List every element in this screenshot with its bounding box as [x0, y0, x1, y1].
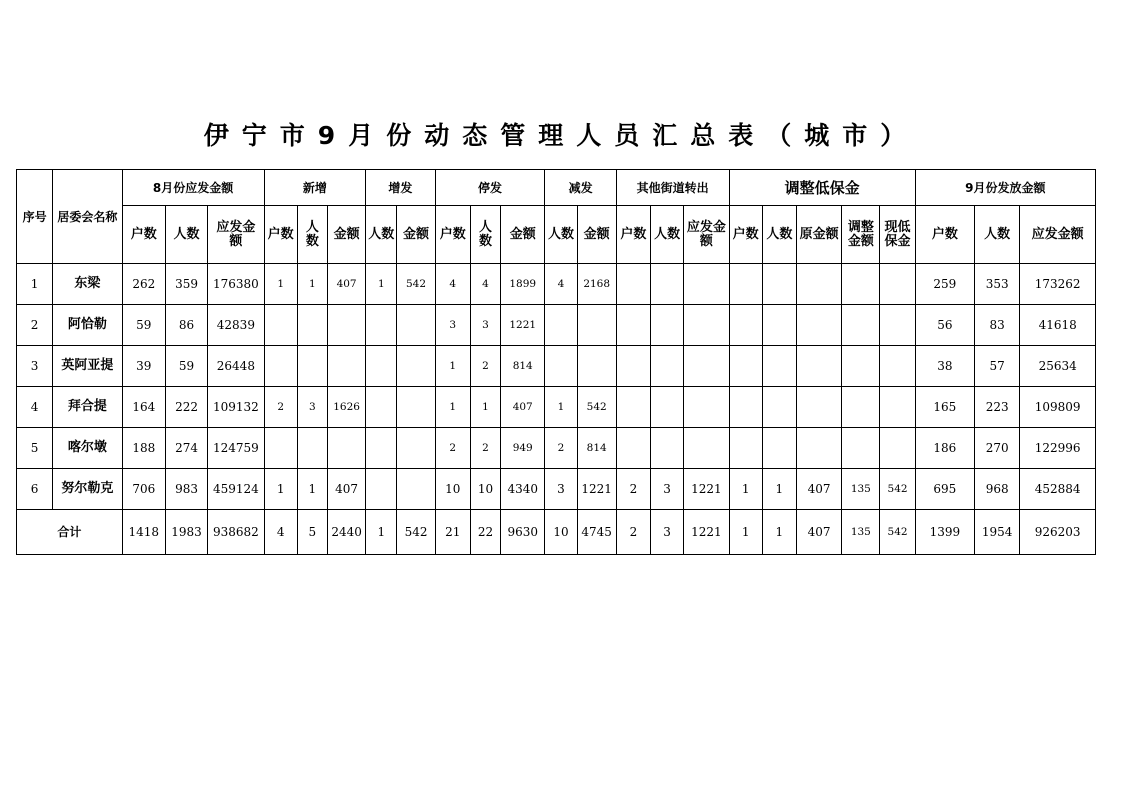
table-cell: 83	[975, 305, 1020, 346]
table-cell: 188	[122, 428, 165, 469]
table-cell: 407	[796, 469, 841, 510]
table-cell: 706	[122, 469, 165, 510]
table-cell: 452884	[1020, 469, 1096, 510]
table-cell: 1	[729, 469, 762, 510]
total-cell: 938682	[208, 510, 264, 555]
table-cell: 2	[264, 387, 297, 428]
table-cell	[880, 387, 915, 428]
table-row	[17, 469, 1096, 510]
subheader: 金额	[577, 206, 616, 264]
table-cell	[397, 346, 435, 387]
table-cell	[297, 428, 327, 469]
header-adjust: 调整低保金	[729, 170, 915, 206]
subheader: 户数	[264, 206, 297, 264]
table-cell	[880, 264, 915, 305]
table-cell	[651, 346, 684, 387]
total-cell: 926203	[1020, 510, 1096, 555]
header-sep-amount: 9月份发放金额	[915, 170, 1095, 206]
header-committee: 居委会名称	[53, 170, 122, 264]
table-cell	[684, 305, 729, 346]
table-cell: 542	[880, 469, 915, 510]
table-cell: 1	[762, 469, 796, 510]
table-cell	[264, 346, 297, 387]
table-cell: 122996	[1020, 428, 1096, 469]
table-cell: 4	[435, 264, 470, 305]
table-cell	[397, 469, 435, 510]
table-cell	[796, 264, 841, 305]
table-cell	[684, 428, 729, 469]
subheader: 应发金额	[208, 206, 264, 264]
table-cell: 135	[842, 469, 880, 510]
table-cell: 173262	[1020, 264, 1096, 305]
table-cell	[616, 346, 650, 387]
subheader: 人数	[366, 206, 397, 264]
header-row-groups	[17, 170, 1096, 206]
table-cell	[397, 428, 435, 469]
table-cell: 1626	[327, 387, 365, 428]
total-cell: 1983	[165, 510, 207, 555]
table-cell: 1	[435, 346, 470, 387]
cell-seq: 3	[17, 346, 53, 387]
table-cell	[762, 264, 796, 305]
subheader: 户数	[616, 206, 650, 264]
subheader: 户数	[122, 206, 165, 264]
table-cell: 1	[470, 387, 500, 428]
table-cell	[366, 428, 397, 469]
table-cell	[842, 387, 880, 428]
table-cell: 814	[577, 428, 616, 469]
table-cell	[327, 305, 365, 346]
subheader: 原金额	[796, 206, 841, 264]
table-cell	[796, 346, 841, 387]
table-cell	[729, 346, 762, 387]
table-cell: 359	[165, 264, 207, 305]
table-cell: 459124	[208, 469, 264, 510]
total-cell: 135	[842, 510, 880, 555]
table-cell	[616, 305, 650, 346]
subheader: 调整金额	[842, 206, 880, 264]
table-cell	[327, 428, 365, 469]
table-cell	[762, 387, 796, 428]
subheader: 人数	[470, 206, 500, 264]
table-cell	[762, 346, 796, 387]
table-cell: 259	[915, 264, 974, 305]
table-cell: 814	[501, 346, 545, 387]
table-cell: 968	[975, 469, 1020, 510]
table-cell: 41618	[1020, 305, 1096, 346]
cell-committee-name: 阿恰勒	[53, 305, 122, 346]
table-cell: 222	[165, 387, 207, 428]
table-cell: 109132	[208, 387, 264, 428]
total-cell: 21	[435, 510, 470, 555]
total-cell: 4	[264, 510, 297, 555]
table-cell	[366, 346, 397, 387]
table-cell	[880, 346, 915, 387]
table-row	[17, 305, 1096, 346]
table-cell: 407	[327, 469, 365, 510]
table-cell: 1	[264, 469, 297, 510]
table-cell	[545, 305, 577, 346]
table-cell: 25634	[1020, 346, 1096, 387]
header-row-sub	[17, 206, 1096, 264]
total-cell: 1221	[684, 510, 729, 555]
table-cell: 39	[122, 346, 165, 387]
table-cell: 1221	[577, 469, 616, 510]
table-cell	[729, 264, 762, 305]
table-cell: 1	[435, 387, 470, 428]
table-cell: 1	[297, 469, 327, 510]
header-reduce: 减发	[545, 170, 616, 206]
table-cell	[327, 346, 365, 387]
table-cell	[264, 428, 297, 469]
table-cell: 1	[545, 387, 577, 428]
table-cell: 2	[545, 428, 577, 469]
header-seq: 序号	[17, 170, 53, 264]
table-cell: 1	[297, 264, 327, 305]
subheader: 金额	[501, 206, 545, 264]
table-cell: 2	[435, 428, 470, 469]
table-row	[17, 346, 1096, 387]
table-cell: 42839	[208, 305, 264, 346]
total-cell: 2440	[327, 510, 365, 555]
table-cell	[762, 305, 796, 346]
table-cell: 274	[165, 428, 207, 469]
table-cell: 3	[435, 305, 470, 346]
table-cell	[796, 428, 841, 469]
cell-seq: 5	[17, 428, 53, 469]
cell-committee-name: 喀尔墩	[53, 428, 122, 469]
table-cell	[796, 387, 841, 428]
header-new: 新增	[264, 170, 366, 206]
table-cell	[651, 387, 684, 428]
table-cell: 176380	[208, 264, 264, 305]
table-cell: 56	[915, 305, 974, 346]
table-cell: 2	[470, 346, 500, 387]
table-cell: 353	[975, 264, 1020, 305]
table-cell	[297, 305, 327, 346]
table-cell: 3	[651, 469, 684, 510]
summary-table	[16, 169, 1096, 555]
total-cell: 2	[616, 510, 650, 555]
table-cell: 3	[297, 387, 327, 428]
table-cell	[880, 428, 915, 469]
table-cell: 10	[470, 469, 500, 510]
subheader: 人数	[165, 206, 207, 264]
table-row	[17, 428, 1096, 469]
header-increase: 增发	[366, 170, 435, 206]
table-cell: 186	[915, 428, 974, 469]
table-cell	[651, 428, 684, 469]
subheader: 户数	[435, 206, 470, 264]
table-cell: 262	[122, 264, 165, 305]
table-cell	[616, 264, 650, 305]
table-cell	[366, 387, 397, 428]
table-cell: 695	[915, 469, 974, 510]
table-cell	[397, 305, 435, 346]
table-row	[17, 387, 1096, 428]
table-cell	[762, 428, 796, 469]
subheader: 应发金额	[1020, 206, 1096, 264]
table-cell	[729, 387, 762, 428]
total-row	[17, 510, 1096, 555]
table-cell	[366, 469, 397, 510]
table-cell: 57	[975, 346, 1020, 387]
page-title: 伊宁市9月份动态管理人员汇总表（城市）	[203, 121, 919, 150]
total-cell: 542	[397, 510, 435, 555]
table-cell: 983	[165, 469, 207, 510]
table-cell: 109809	[1020, 387, 1096, 428]
table-cell	[796, 305, 841, 346]
table-cell: 223	[975, 387, 1020, 428]
table-cell	[684, 387, 729, 428]
total-cell: 1954	[975, 510, 1020, 555]
table-cell: 4340	[501, 469, 545, 510]
total-cell: 22	[470, 510, 500, 555]
table-cell: 3	[470, 305, 500, 346]
subheader: 户数	[915, 206, 974, 264]
subheader: 人数	[297, 206, 327, 264]
total-cell: 10	[545, 510, 577, 555]
header-stop: 停发	[435, 170, 545, 206]
total-cell: 1418	[122, 510, 165, 555]
table-cell: 2168	[577, 264, 616, 305]
header-aug-amount: 8月份应发金额	[122, 170, 264, 206]
total-cell: 1399	[915, 510, 974, 555]
table-cell	[842, 428, 880, 469]
table-cell: 407	[501, 387, 545, 428]
cell-seq: 6	[17, 469, 53, 510]
table-cell: 59	[122, 305, 165, 346]
table-cell	[684, 264, 729, 305]
table-cell	[616, 387, 650, 428]
table-cell: 1899	[501, 264, 545, 305]
table-cell	[729, 428, 762, 469]
table-cell	[297, 346, 327, 387]
subheader: 人数	[975, 206, 1020, 264]
table-cell: 26448	[208, 346, 264, 387]
cell-committee-name: 东梁	[53, 264, 122, 305]
cell-committee-name: 英阿亚提	[53, 346, 122, 387]
table-cell: 270	[975, 428, 1020, 469]
total-cell: 1	[366, 510, 397, 555]
table-cell: 86	[165, 305, 207, 346]
table-cell	[842, 346, 880, 387]
total-cell: 542	[880, 510, 915, 555]
table-cell	[545, 346, 577, 387]
cell-seq: 4	[17, 387, 53, 428]
total-cell: 1	[729, 510, 762, 555]
table-cell	[842, 305, 880, 346]
table-cell: 1221	[501, 305, 545, 346]
total-cell: 5	[297, 510, 327, 555]
subheader: 应发金额	[684, 206, 729, 264]
total-cell: 3	[651, 510, 684, 555]
table-cell: 2	[616, 469, 650, 510]
cell-committee-name: 努尔勒克	[53, 469, 122, 510]
table-cell: 2	[470, 428, 500, 469]
table-cell	[616, 428, 650, 469]
table-cell: 3	[545, 469, 577, 510]
table-cell: 1221	[684, 469, 729, 510]
table-cell	[577, 305, 616, 346]
table-cell	[397, 387, 435, 428]
table-cell: 165	[915, 387, 974, 428]
subheader: 人数	[545, 206, 577, 264]
table-cell: 59	[165, 346, 207, 387]
table-cell: 4	[470, 264, 500, 305]
table-cell	[264, 305, 297, 346]
subheader: 户数	[729, 206, 762, 264]
table-cell: 542	[577, 387, 616, 428]
subheader: 现低保金	[880, 206, 915, 264]
table-cell: 164	[122, 387, 165, 428]
cell-seq: 1	[17, 264, 53, 305]
table-cell	[651, 305, 684, 346]
total-cell: 1	[762, 510, 796, 555]
total-cell: 4745	[577, 510, 616, 555]
table-cell	[880, 305, 915, 346]
table-cell: 124759	[208, 428, 264, 469]
table-row	[17, 264, 1096, 305]
table-cell	[366, 305, 397, 346]
table-cell: 542	[397, 264, 435, 305]
table-cell	[729, 305, 762, 346]
header-transfer-out: 其他街道转出	[616, 170, 729, 206]
total-cell: 407	[796, 510, 841, 555]
table-cell: 38	[915, 346, 974, 387]
table-cell: 1	[264, 264, 297, 305]
subheader: 金额	[327, 206, 365, 264]
table-cell	[684, 346, 729, 387]
table-cell: 1	[366, 264, 397, 305]
cell-committee-name: 拜合提	[53, 387, 122, 428]
total-cell: 9630	[501, 510, 545, 555]
subheader: 金额	[397, 206, 435, 264]
table-cell	[577, 346, 616, 387]
subheader: 人数	[762, 206, 796, 264]
table-cell	[842, 264, 880, 305]
total-label: 合计	[17, 510, 123, 555]
table-cell: 949	[501, 428, 545, 469]
table-cell: 407	[327, 264, 365, 305]
table-cell: 10	[435, 469, 470, 510]
table-cell: 4	[545, 264, 577, 305]
table-cell	[651, 264, 684, 305]
cell-seq: 2	[17, 305, 53, 346]
subheader: 人数	[651, 206, 684, 264]
